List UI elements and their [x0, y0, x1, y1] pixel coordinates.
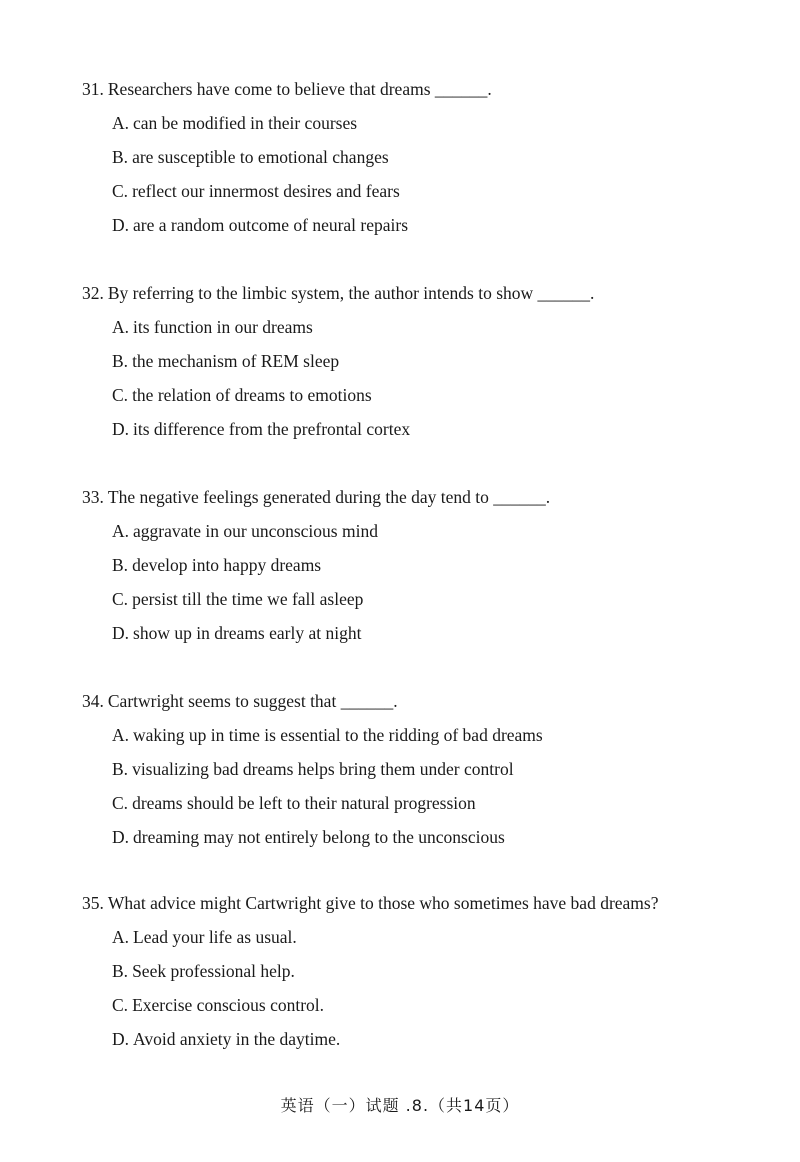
option-text: visualizing bad dreams helps bring them under control [132, 759, 514, 779]
option-text: Exercise conscious control. [132, 995, 325, 1015]
option-b [112, 554, 772, 576]
option-letter: D. [112, 1029, 130, 1049]
option-text: waking up in time is essential to the ridding of bad dreams [133, 725, 543, 745]
option-letter: D. [112, 215, 130, 235]
option-letter: D. [112, 827, 130, 847]
question-text: Cartwright seems to suggest that ______. [107, 691, 398, 711]
option-text: develop into happy dreams [132, 555, 322, 575]
question-stem [82, 690, 772, 712]
option-letter: C. [112, 995, 129, 1015]
option-text: persist till the time we fall asleep [132, 589, 364, 609]
option-text: its function in our dreams [133, 317, 313, 337]
option-b [112, 758, 772, 780]
question-33 [82, 486, 772, 644]
options-list [112, 724, 772, 848]
question-number: 33. [82, 487, 104, 507]
option-text: its difference from the prefrontal cortex [133, 419, 411, 439]
option-letter: A. [112, 113, 130, 133]
question-stem [82, 78, 772, 100]
option-letter: B. [112, 961, 129, 981]
option-c [112, 588, 772, 610]
option-d [112, 1028, 772, 1050]
option-letter: B. [112, 555, 129, 575]
option-letter: A. [112, 317, 130, 337]
option-c [112, 384, 772, 406]
option-text: dreaming may not entirely belong to the unconscious [133, 827, 505, 847]
option-text: show up in dreams early at night [133, 623, 362, 643]
option-c [112, 180, 772, 202]
option-text: dreams should be left to their natural progression [132, 793, 476, 813]
option-letter: C. [112, 181, 129, 201]
question-text: By referring to the limbic system, the author intends to show ______. [107, 283, 595, 303]
option-letter: B. [112, 351, 129, 371]
option-letter: A. [112, 927, 130, 947]
option-a [112, 926, 772, 948]
option-text: are a random outcome of neural repairs [133, 215, 409, 235]
option-text: can be modified in their courses [133, 113, 358, 133]
option-b [112, 350, 772, 372]
option-d [112, 826, 772, 848]
question-number: 32. [82, 283, 104, 303]
option-text: aggravate in our unconscious mind [133, 521, 378, 541]
page-footer: 英语（一）试题 .8.（共14页） [280, 1096, 520, 1115]
question-stem [82, 892, 772, 914]
option-letter: D. [112, 419, 130, 439]
option-letter: B. [112, 147, 129, 167]
option-text: the relation of dreams to emotions [132, 385, 372, 405]
option-c [112, 994, 772, 1016]
question-text: Researchers have come to believe that dreams ______. [107, 79, 492, 99]
option-d [112, 418, 772, 440]
option-letter: D. [112, 623, 130, 643]
question-number: 34. [82, 691, 104, 711]
option-a [112, 724, 772, 746]
option-b [112, 146, 772, 168]
option-letter: B. [112, 759, 129, 779]
option-b [112, 960, 772, 982]
option-text: are susceptible to emotional changes [132, 147, 389, 167]
option-text: Lead your life as usual. [133, 927, 297, 947]
option-d [112, 214, 772, 236]
question-text: What advice might Cartwright give to those who sometimes have bad dreams? [107, 893, 659, 913]
question-31 [82, 78, 772, 236]
options-list [112, 112, 772, 236]
option-letter: A. [112, 725, 130, 745]
question-stem [82, 486, 772, 508]
question-text: The negative feelings generated during the day tend to ______. [107, 487, 551, 507]
option-a [112, 520, 772, 542]
option-text: Seek professional help. [132, 961, 295, 981]
options-list [112, 520, 772, 644]
option-text: reflect our innermost desires and fears [132, 181, 400, 201]
option-d [112, 622, 772, 644]
option-text: Avoid anxiety in the daytime. [133, 1029, 341, 1049]
question-35 [82, 892, 772, 1050]
option-a [112, 112, 772, 134]
question-number: 35. [82, 893, 104, 913]
option-text: the mechanism of REM sleep [132, 351, 340, 371]
question-number: 31. [82, 79, 104, 99]
question-32 [82, 282, 772, 440]
question-34 [82, 690, 772, 848]
option-a [112, 316, 772, 338]
question-stem [82, 282, 772, 304]
option-letter: C. [112, 589, 129, 609]
option-letter: C. [112, 385, 129, 405]
options-list [112, 926, 772, 1050]
option-c [112, 792, 772, 814]
option-letter: A. [112, 521, 130, 541]
options-list [112, 316, 772, 440]
option-letter: C. [112, 793, 129, 813]
